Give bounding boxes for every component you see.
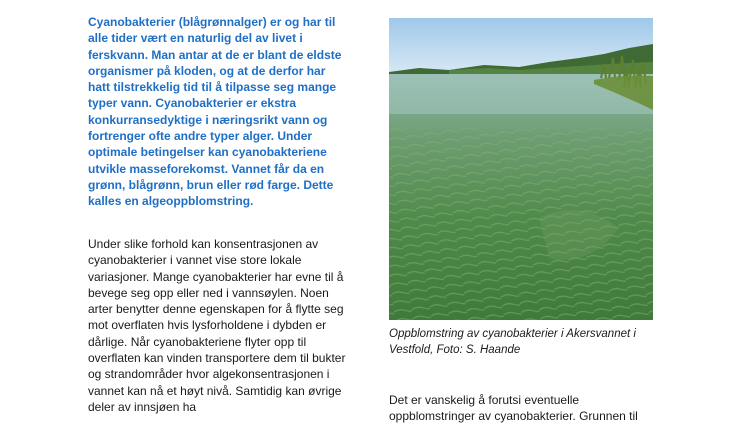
body-paragraph: Under slike forhold kan konsentrasjonen av cyanobakterier i vannet vise store lokale variasjoner. Mange cyanobakterier har evne til å bevege seg opp eller ned i vannsøylen. Noen arter benytter denne egenskapen for å flytte seg mot overflaten hvis lysforholdene i dybden er dårlige. Når cyanobakteriene flyter opp til overflaten kan vinden transportere dem til bukter og strandområder hvor algekonsentrasjonen i vannet kan nå et høyt nivå. Samtidig kan øvrige deler av innsjøen ha — [88, 237, 346, 414]
photo-caption: Oppblomstring av cyanobakterier i Akersvannet i Vestfold, Foto: S. Haande — [389, 328, 636, 356]
intro-paragraph: Cyanobakterier (blågrønnalger) er og har til alle tider vært en naturlig del av livet i ferskvann. Man antar at de er blant de eldste organismer på kloden, og at de derfor har hatt tilstrekkelig tid til å tilpasse seg mange typer vann. Cyanobakterier er ekstra konkurransedyktige i næringsrikt vann og fortrenger ofte andre typer alger. Under optimale betingelser kan cyanobakteriene utvikle masseforekomst. Vannet får da en grønn, blågrønn, brun eller rød farge. Dette kalles en algeoppblomstring. — [88, 15, 342, 209]
right-paragraph: Det er vanskelig å forutsi eventuelle oppblomstringer av cyanobakterier. Grunnen til — [389, 393, 638, 424]
lake-photo — [389, 18, 653, 320]
